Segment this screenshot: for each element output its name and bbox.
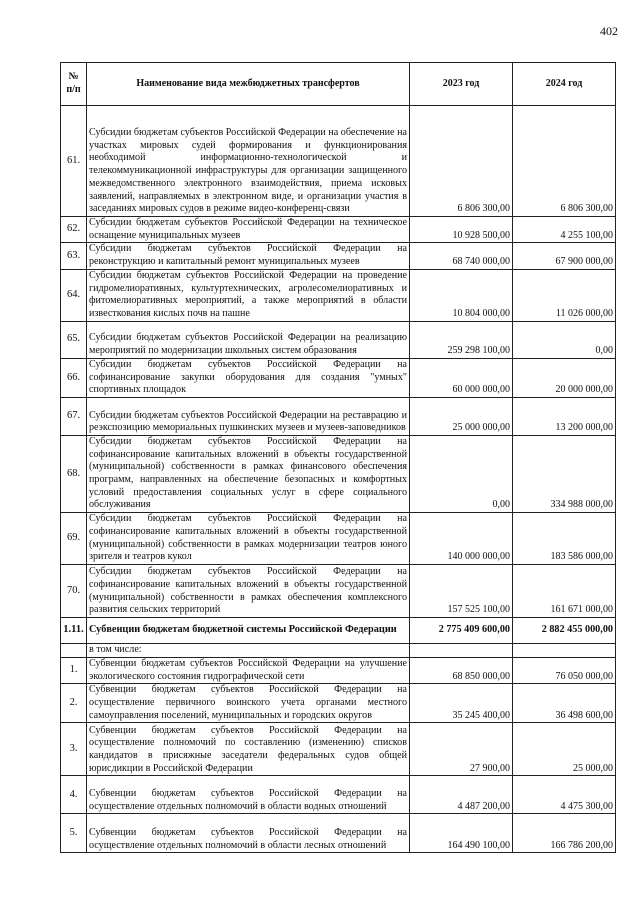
header-2023: 2023 год — [410, 63, 513, 106]
row-number: 1.11. — [61, 618, 87, 644]
table-row — [61, 644, 616, 658]
table-row — [61, 565, 616, 618]
transfer-name: Субвенции бюджетам субъектов Российской Федерации на осуществление первичного воинского учета органами местного самоуправления поселений, муниципальных и городских округов — [87, 684, 410, 723]
row-number: 63. — [61, 243, 87, 269]
row-number: 64. — [61, 269, 87, 321]
transfer-name: Субсидии бюджетам субъектов Российской Федерации на софинансирование капитальных вложений в объекты государственной (муниципальной) собственности в рамках модернизации театров юного зрителя и театров кукол — [87, 513, 410, 565]
value-2023: 2 775 409 600,00 — [410, 618, 513, 644]
value-2023: 157 525 100,00 — [410, 565, 513, 618]
value-2024: 183 586 000,00 — [513, 513, 616, 565]
transfer-name: в том числе: — [87, 644, 410, 658]
table-row — [61, 358, 616, 397]
table-row — [61, 723, 616, 776]
value-2024: 67 900 000,00 — [513, 243, 616, 269]
value-2024: 166 786 200,00 — [513, 814, 616, 853]
row-number: 62. — [61, 217, 87, 243]
row-number: 1. — [61, 657, 87, 683]
row-number: 69. — [61, 513, 87, 565]
transfer-name: Субсидии бюджетам субъектов Российской Федерации на реконструкцию и капитальный ремонт муниципальных музеев — [87, 243, 410, 269]
value-2023: 259 298 100,00 — [410, 321, 513, 358]
header-name: Наименование вида межбюджетных трансфертов — [87, 63, 410, 106]
value-2024: 161 671 000,00 — [513, 565, 616, 618]
value-2023: 60 000 000,00 — [410, 358, 513, 397]
transfer-name: Субвенции бюджетам субъектов Российской Федерации на осуществление отдельных полномочий в области водных отношений — [87, 776, 410, 814]
table-row — [61, 776, 616, 814]
transfer-name: Субсидии бюджетам субъектов Российской Федерации на обеспечение на участках мировых судей формирования и функционирования необходимой информационно-технологической и телекоммуникационной инфраструктуры для организации защищенного межведомственного электронного взаимодействия, приема исковых заявлений, направляемых в электронном виде, и организации участия в заседаниях мировых судов в режиме видео-конференц-связи — [87, 106, 410, 217]
table-row — [61, 684, 616, 723]
transfer-name: Субсидии бюджетам субъектов Российской Федерации на софинансирование закупки оборудования для создания "умных" спортивных площадок — [87, 358, 410, 397]
table-row — [61, 814, 616, 853]
table-row — [61, 321, 616, 358]
row-number: 66. — [61, 358, 87, 397]
value-2024: 25 000,00 — [513, 723, 616, 776]
row-number: 3. — [61, 723, 87, 776]
value-2023: 25 000 000,00 — [410, 397, 513, 435]
transfer-name: Субсидии бюджетам субъектов Российской Федерации на софинансирование капитальных вложений в объекты государственной (муниципальной) собственности в рамках финансового обеспечения программ, направленных на обеспечение безопасных и комфортных условий предоставления социальных услуг в сфере социального обслуживания — [87, 435, 410, 512]
value-2023 — [410, 644, 513, 658]
row-number: 65. — [61, 321, 87, 358]
transfer-name: Субсидии бюджетам субъектов Российской Федерации на реализацию мероприятий по модернизации школьных систем образования — [87, 321, 410, 358]
value-2023: 10 804 000,00 — [410, 269, 513, 321]
value-2023: 4 487 200,00 — [410, 776, 513, 814]
value-2023: 164 490 100,00 — [410, 814, 513, 853]
row-number: 61. — [61, 106, 87, 217]
page-number: 402 — [600, 24, 618, 38]
value-2024: 13 200 000,00 — [513, 397, 616, 435]
transfers-table — [60, 62, 616, 853]
table-row — [61, 435, 616, 512]
header-num: № п/п — [61, 63, 87, 106]
section-row — [61, 618, 616, 644]
table-row — [61, 106, 616, 217]
row-number: 67. — [61, 397, 87, 435]
transfer-name: Субвенции бюджетам бюджетной системы Российской Федерации — [87, 618, 410, 644]
value-2023: 6 806 300,00 — [410, 106, 513, 217]
value-2023: 68 740 000,00 — [410, 243, 513, 269]
transfer-name: Субсидии бюджетам субъектов Российской Федерации на реставрацию и реэкспозицию мемориальных пушкинских музеев и музеев-заповедников — [87, 397, 410, 435]
value-2023: 0,00 — [410, 435, 513, 512]
value-2023: 68 850 000,00 — [410, 657, 513, 683]
value-2023: 10 928 500,00 — [410, 217, 513, 243]
table-row — [61, 397, 616, 435]
value-2024 — [513, 644, 616, 658]
value-2024: 2 882 455 000,00 — [513, 618, 616, 644]
table-header-row — [61, 63, 616, 106]
value-2024: 6 806 300,00 — [513, 106, 616, 217]
value-2024: 11 026 000,00 — [513, 269, 616, 321]
row-number: 5. — [61, 814, 87, 853]
table-row — [61, 513, 616, 565]
row-number: 70. — [61, 565, 87, 618]
value-2024: 4 475 300,00 — [513, 776, 616, 814]
transfer-name: Субвенции бюджетам субъектов Российской Федерации на улучшение экологического состояния гидрографической сети — [87, 657, 410, 683]
value-2024: 20 000 000,00 — [513, 358, 616, 397]
table-row — [61, 217, 616, 243]
value-2024: 4 255 100,00 — [513, 217, 616, 243]
transfer-name: Субсидии бюджетам субъектов Российской Федерации на техническое оснащение муниципальных музеев — [87, 217, 410, 243]
row-number: 2. — [61, 684, 87, 723]
value-2023: 140 000 000,00 — [410, 513, 513, 565]
value-2023: 35 245 400,00 — [410, 684, 513, 723]
row-number: 4. — [61, 776, 87, 814]
table-row — [61, 657, 616, 683]
table-row — [61, 269, 616, 321]
row-number: 68. — [61, 435, 87, 512]
value-2024: 0,00 — [513, 321, 616, 358]
table-row — [61, 243, 616, 269]
transfer-name: Субсидии бюджетам субъектов Российской Федерации на софинансирование капитальных вложений в объекты государственной (муниципальной) собственности в рамках обеспечения комплексного развития сельских территорий — [87, 565, 410, 618]
value-2024: 334 988 000,00 — [513, 435, 616, 512]
transfer-name: Субсидии бюджетам субъектов Российской Федерации на проведение гидромелиоративных, культуртехнических, агролесомелиоративных и фитомелиоративных мероприятий, а также мероприятий в области известкования кислых почв на пашне — [87, 269, 410, 321]
value-2024: 76 050 000,00 — [513, 657, 616, 683]
value-2024: 36 498 600,00 — [513, 684, 616, 723]
value-2023: 27 900,00 — [410, 723, 513, 776]
row-number — [61, 644, 87, 658]
transfer-name: Субвенции бюджетам субъектов Российской Федерации на осуществление отдельных полномочий в области лесных отношений — [87, 814, 410, 853]
header-2024: 2024 год — [513, 63, 616, 106]
transfer-name: Субвенции бюджетам субъектов Российской Федерации на осуществление полномочий по составлению (изменению) списков кандидатов в присяжные заседатели федеральных судов общей юрисдикции в Российской Федерации — [87, 723, 410, 776]
